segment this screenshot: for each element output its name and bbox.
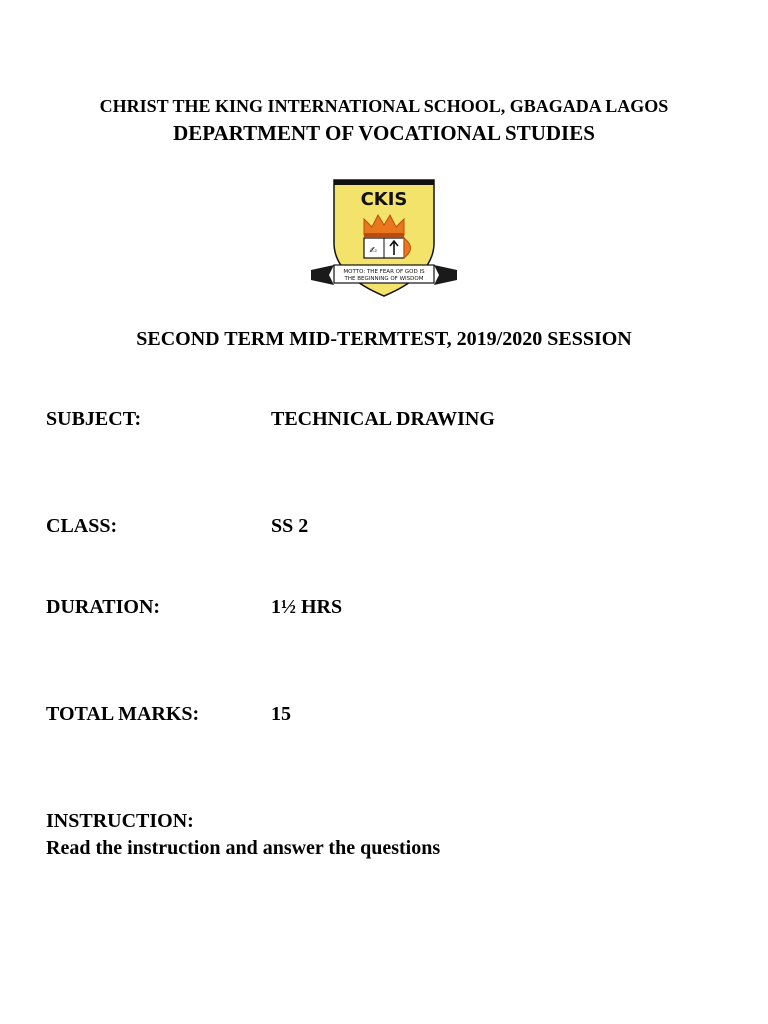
subject-label: SUBJECT: [46, 408, 142, 430]
department-name: DEPARTMENT OF VOCATIONAL STUDIES [173, 121, 595, 145]
total-marks-label: TOTAL MARKS: [46, 703, 200, 725]
school-name: CHRIST THE KING INTERNATIONAL SCHOOL, GBAGADA LAGOS [99, 96, 669, 116]
svg-text:THE BEGINNING OF WISDOM: THE BEGINNING OF WISDOM [344, 276, 424, 282]
duration-value: 1½ HRS [271, 596, 343, 618]
svg-text:CKIS: CKIS [360, 189, 408, 210]
svg-text:✍: ✍ [369, 246, 377, 256]
class-label: CLASS: [46, 515, 118, 537]
instruction-text: Read the instruction and answer the questions [46, 837, 441, 859]
school-logo [309, 175, 459, 300]
class-value: SS 2 [271, 515, 309, 537]
banner-ribbon [311, 265, 334, 285]
exam-title: SECOND TERM MID-TERMTEST, 2019/2020 SESSION [136, 328, 632, 350]
subject-value: TECHNICAL DRAWING [271, 408, 495, 430]
instruction-label: INSTRUCTION: [46, 810, 194, 832]
total-marks-value: 15 [271, 703, 291, 725]
duration-label: DURATION: [46, 596, 161, 618]
svg-text:MOTTO: THE FEAR OF GOD IS: MOTTO: THE FEAR OF GOD IS [343, 269, 425, 275]
